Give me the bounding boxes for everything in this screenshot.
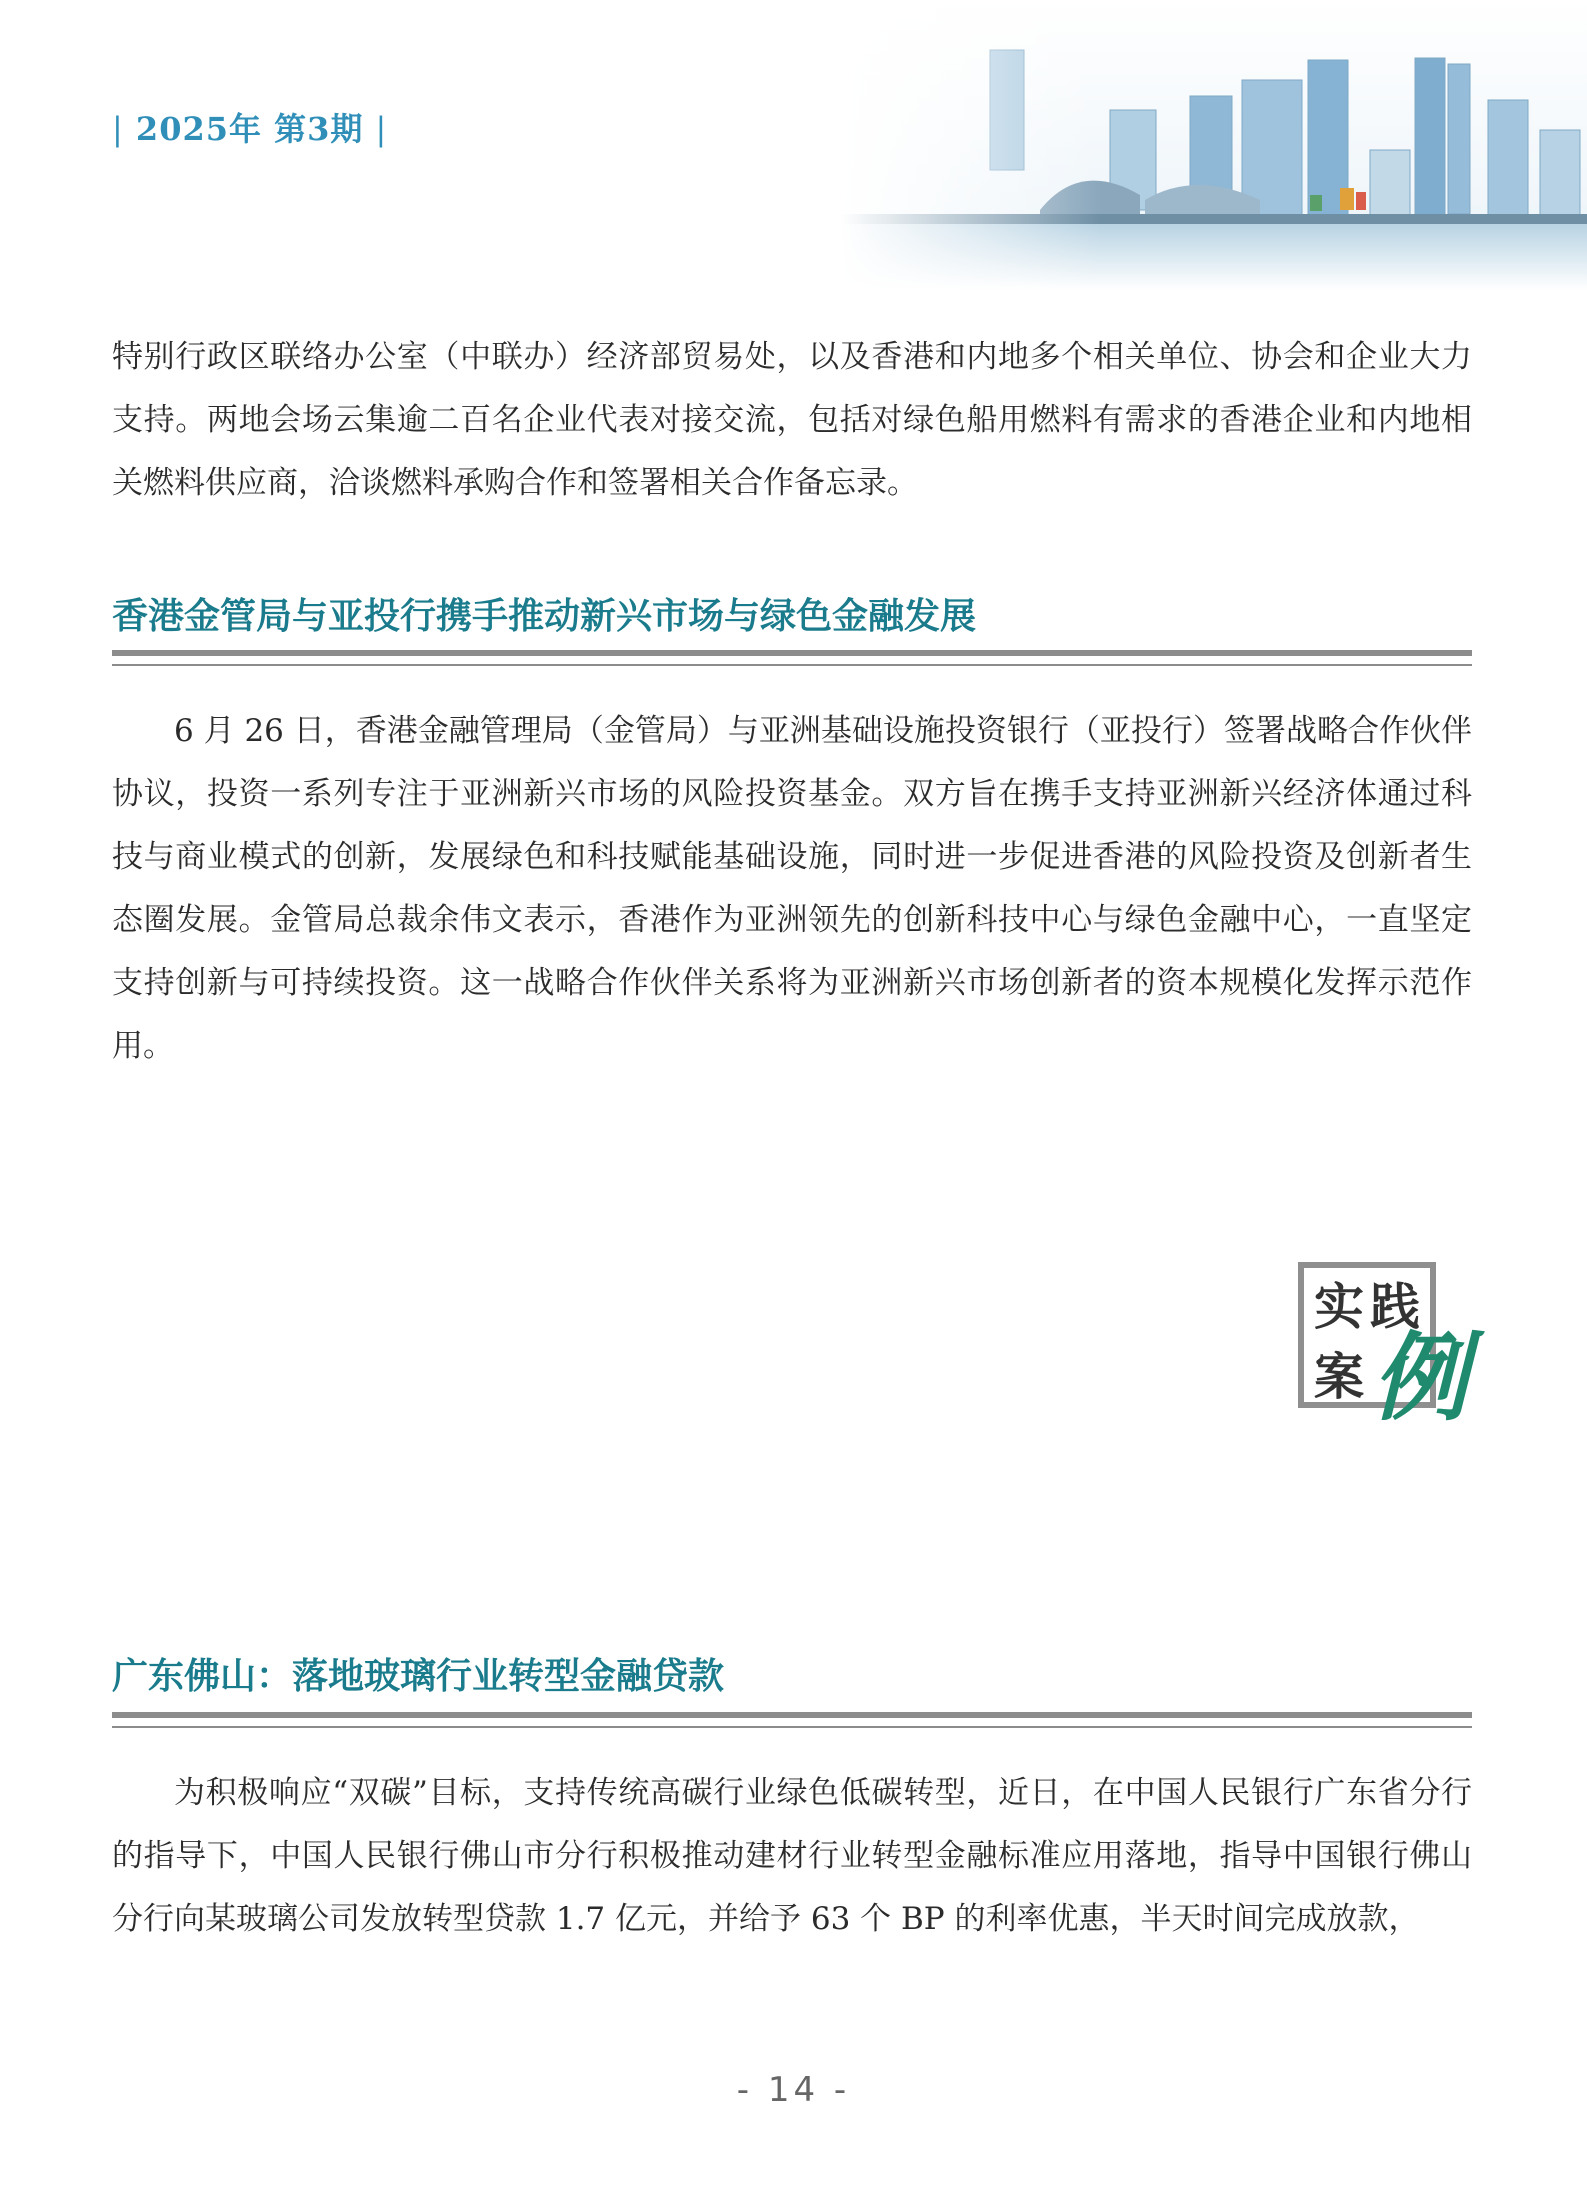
issue-label xyxy=(112,104,387,150)
section2-rule-thick xyxy=(112,1712,1472,1718)
continued-paragraph: 特别行政区联络办公室（中联办）经济部贸易处，以及香港和内地多个相关单位、协会和企业大力支持。两地会场云集逾二百名企业代表对接交流，包括对绿色船用燃料有需求的香港企业和内地相关燃料供应商，洽谈燃料承购合作和签署相关合作备忘录。 xyxy=(112,339,1472,501)
case-badge-char-4: 例 xyxy=(1372,1321,1468,1434)
city-skyline-illustration xyxy=(840,0,1587,290)
section1-title: 香港金管局与亚投行携手推动新兴市场与绿色金融发展 xyxy=(112,595,977,637)
issue-text: 2025年 第3期 xyxy=(135,110,364,148)
page-number: - 14 - xyxy=(736,2070,851,2110)
section1-body: 6 月 26 日，香港金融管理局（金管局）与亚洲基础设施投资银行（亚投行）签署战略合作伙伴协议，投资一系列专注于亚洲新兴市场的风险投资基金。双方旨在携手支持亚洲新兴经济体通过科技与商业模式的创新，发展绿色和科技赋能基础设施，同时进一步促进香港的风险投资及创新者生态圈发展。金管局总裁余伟文表示，香港作为亚洲领先的创新科技中心与绿色金融中心，一直坚定支持创新与可持续投资。这一战略合作伙伴关系将为亚洲新兴市场创新者的资本规模化发挥示范作用。 xyxy=(112,713,1472,1064)
section2-rule-thin xyxy=(112,1726,1472,1728)
section2-body: 为积极响应“双碳”目标，支持传统高碳行业绿色低碳转型，近日，在中国人民银行广东省分行的指导下，中国人民银行佛山市分行积极推动建材行业转型金融标准应用落地，指导中国银行佛山分行向某玻璃公司发放转型贷款 1.7 亿元，并给予 63 个 BP 的利率优惠，半天时间完成放款， xyxy=(112,1775,1472,1937)
section1-rule-thick xyxy=(112,650,1472,656)
case-badge-char-2: 践 xyxy=(1370,1277,1420,1336)
case-badge-char-1: 实 xyxy=(1314,1277,1364,1336)
issue-bar-left: | xyxy=(112,110,124,148)
section1-rule-thin xyxy=(112,664,1472,666)
case-badge-char-3: 案 xyxy=(1314,1347,1364,1406)
section2-title: 广东佛山：落地玻璃行业转型金融贷款 xyxy=(112,1655,725,1697)
issue-bar-right: | xyxy=(375,110,388,148)
